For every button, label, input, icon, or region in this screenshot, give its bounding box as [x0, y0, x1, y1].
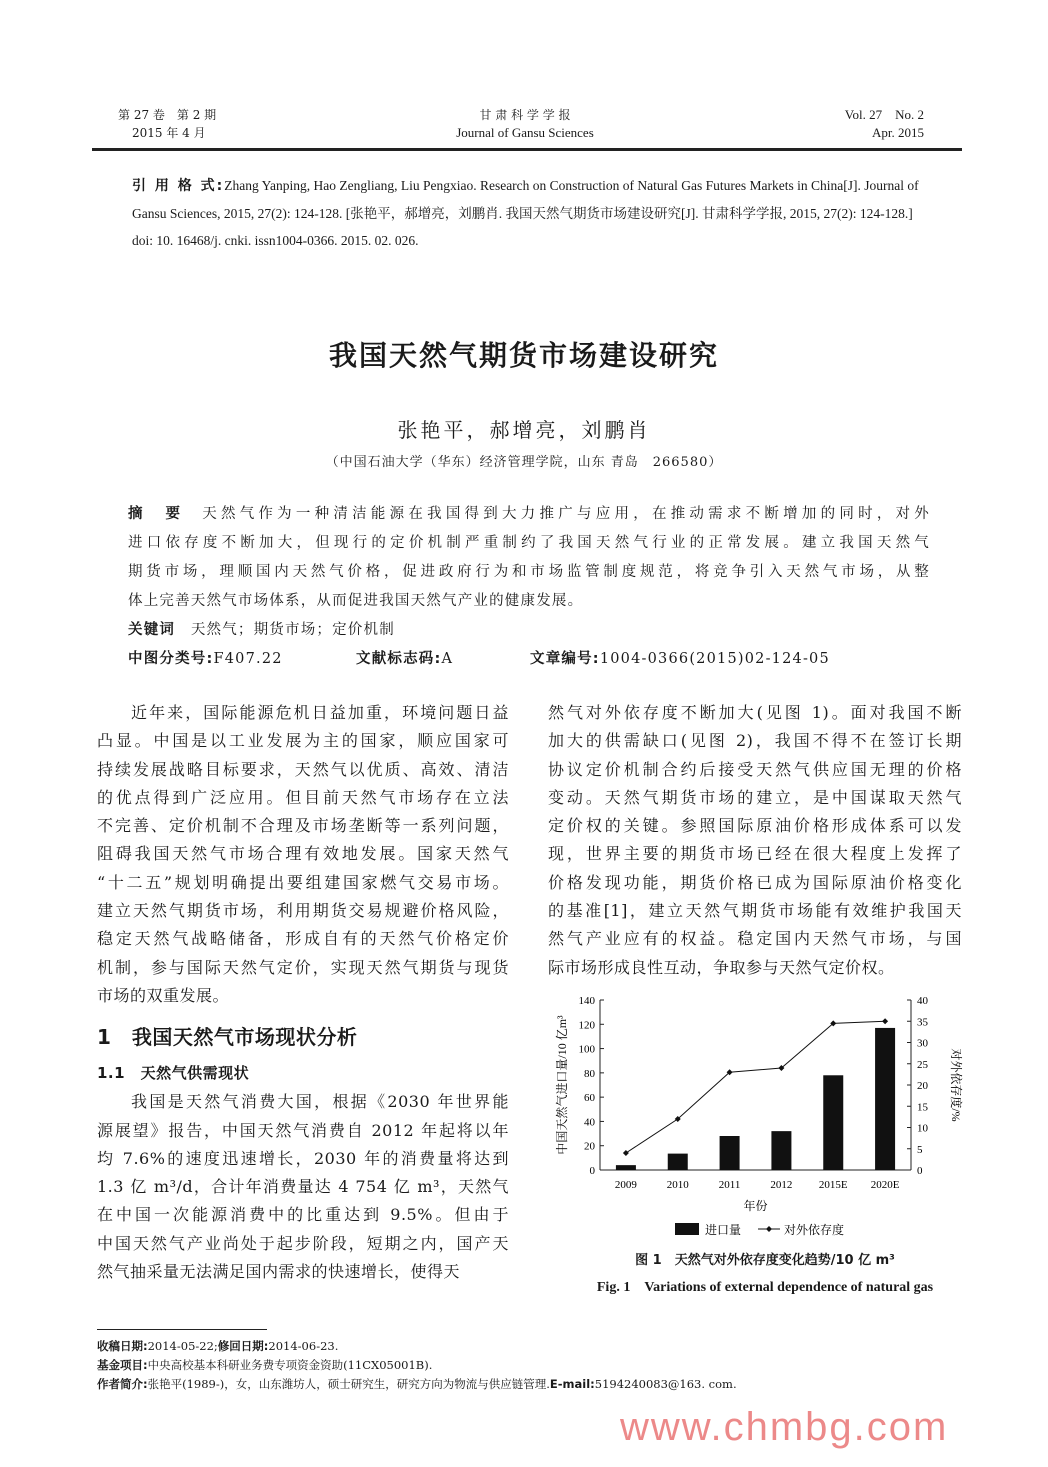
journal-name-en: Journal of Gansu Sciences: [456, 125, 594, 140]
citation-text: Zhang Yanping, Hao Zengliang, Liu Pengxiao. Research on Construction of Natural Gas Futures Markets in China[J]. Journal of Gansu Sciences, 2015, 27(2): 124-128. [张艳平，郝增亮，刘鹏肖. 我国天然气期货市场建设研究[J]. 甘肃科学学报, 2015, 27(2): 124-128.]: [132, 178, 919, 221]
classification-row: [128, 645, 930, 674]
author-bio-label: 作者简介:: [97, 1377, 148, 1391]
email-label: E-mail:: [549, 1377, 595, 1391]
y-right-tick-label: 40: [917, 995, 928, 1007]
y-right-tick-label: 15: [917, 1101, 928, 1114]
body-text-line: 的优点得到广泛应用。但目前天然气市场存在立法: [97, 787, 509, 807]
bar-import-volume: [875, 1028, 895, 1170]
body-text-line: “十二五”规划明确提出要组建国家燃气交易市场。: [97, 872, 509, 892]
legend-line-label: 对外依存度: [784, 1223, 845, 1237]
line-point-marker: [623, 1150, 629, 1156]
bar-import-volume: [616, 1165, 636, 1170]
left-column: [97, 699, 509, 1286]
header-center: [400, 106, 650, 142]
y-tick-label: 40: [584, 1116, 595, 1129]
legend-bar-label: 进口量: [705, 1223, 742, 1237]
doi[interactable]: doi: 10. 16468/j. cnki. issn1004-0366. 2015. 02. 026.: [132, 233, 419, 248]
y-axis-label: 中国天然气进口量/10 亿m³: [555, 1015, 569, 1155]
body-text-line: 市场的双重发展。: [97, 985, 230, 1005]
y-right-axis-label: 对外依存度/%: [949, 1048, 963, 1122]
section-heading: 1 我国天然气市场现状分析: [97, 1025, 358, 1050]
abstract-label: 摘 要: [128, 506, 185, 522]
body-text-line: 定价权的关键。参照国际原油价格形成体系可以发: [548, 816, 962, 836]
keywords: [128, 616, 930, 645]
body-text-line: 近年来，国际能源危机日益加重，环境问题日益: [131, 703, 509, 722]
abstract-line: 期货市场，理顺国内天然气价格，促进政府行为和市场监管制度规范，将竞争引入天然气市场，从整: [128, 564, 930, 580]
legend-line-marker: [766, 1226, 772, 1232]
y-tick-label: 120: [578, 1019, 595, 1032]
date-en: Apr. 2015: [872, 125, 924, 140]
body-text-line: 源展望》报告，中国天然气消费自 2012 年起将以年: [97, 1120, 509, 1140]
affiliation: （中国石油大学（华东）经济管理学院，山东 青岛 266580）: [325, 455, 723, 470]
fund-label: 基金项目:: [97, 1358, 148, 1372]
figure-caption-en: Fig. 1 Variations of external dependence of natural gas: [596, 1280, 934, 1295]
y-tick-label: 100: [578, 1043, 595, 1056]
y-right-tick-label: 20: [917, 1080, 928, 1092]
body-text-line: 机制，参与国际天然气定价，实现天然气期货与现货: [97, 957, 509, 977]
y-right-tick-label: 0: [917, 1165, 923, 1177]
bar-import-volume: [823, 1075, 843, 1170]
legend-bar-swatch: [675, 1223, 699, 1235]
x-axis-label: 年份: [743, 1199, 768, 1213]
citation-block: [132, 172, 922, 254]
doc-code-label: 文献标志码:: [356, 651, 442, 667]
x-tick-label: 2009: [614, 1179, 637, 1191]
x-tick-label: 2012: [770, 1179, 793, 1191]
x-tick-label: 2015E: [818, 1179, 848, 1191]
footnote-rule: [97, 1329, 267, 1330]
abstract-line: 天然气作为一种清洁能源在我国得到大力推广与应用，在推动需求不断增加的同时，对外: [202, 506, 930, 522]
volume-issue: 第 27 卷 第 2 期: [118, 108, 217, 122]
bar-import-volume: [771, 1131, 791, 1170]
body-text-line: 我国是天然气消费大国，根据《2030 年世界能: [131, 1092, 509, 1112]
body-text-line: 然气抽采量无法满足国内需求的快速增长，使得天: [97, 1262, 461, 1282]
figure-caption-cn: 图 1 天然气对外依存度变化趋势/10 亿 m³: [635, 1253, 895, 1268]
body-text-line: 建立天然气期货市场，利用期货交易规避价格风险，: [97, 901, 509, 921]
abstract: [128, 500, 930, 674]
y-right-tick-label: 35: [917, 1016, 928, 1029]
body-text-line: 协议定价机制合约后接受天然气供应国无理的价格: [548, 759, 962, 779]
y-tick-label: 80: [584, 1067, 595, 1080]
x-tick-label: 2020E: [870, 1179, 900, 1191]
body-text-line: 均 7.6%的速度迅速增长，2030 年的消费量将达到: [97, 1148, 509, 1168]
footnotes: [97, 1337, 737, 1394]
paper-title: 我国天然气期货市场建设研究: [328, 339, 719, 372]
line-point-marker: [882, 1018, 888, 1024]
issue-date: 2015 年 4 月: [132, 126, 206, 140]
bar-import-volume: [720, 1136, 740, 1170]
keywords-label: 关键词: [128, 622, 176, 638]
body-text-line: 阻碍我国天然气市场合理有效地发展。国家天然气: [97, 844, 509, 864]
y-tick-label: 60: [584, 1092, 595, 1105]
y-right-tick-label: 10: [917, 1122, 928, 1135]
doc-code-value: A: [441, 651, 454, 667]
body-text-line: 现，世界主要的期货市场已经在很大程度上发挥了: [548, 844, 962, 864]
y-right-tick-label: 25: [917, 1058, 928, 1071]
journal-name-cn: 甘 肃 科 学 学 报: [479, 108, 571, 122]
received-date: 2014-05-22;: [147, 1339, 218, 1353]
body-text-line: 1.3 亿 m³/d，合计年消费量达 4 754 亿 m³，天然气: [97, 1177, 509, 1197]
body-text-line: 持续发展战略目标要求，天然气以优质、高效、清洁: [97, 759, 509, 779]
clc-value: F407.22: [213, 651, 283, 667]
received-label: 收稿日期:: [97, 1339, 148, 1353]
citation-label: 引 用 格 式:: [132, 178, 225, 194]
volume-en: Vol. 27 No. 2: [844, 107, 924, 122]
fund-text: 中央高校基本科研业务费专项资金资助(11CX05001B).: [147, 1358, 433, 1372]
article-number-value: 1004-0366(2015)02-124-05: [599, 651, 830, 667]
body-text-line: 在中国一次能源消费中的比重达到 9.5%。但由于: [97, 1205, 509, 1225]
body-text-line: 稳定天然气战略储备，形成自有的天然气价格定价: [97, 929, 509, 949]
right-column: [548, 699, 962, 982]
bar-import-volume: [668, 1154, 688, 1170]
y-right-tick-label: 30: [917, 1037, 928, 1050]
x-tick-label: 2011: [718, 1179, 741, 1191]
line-external-dependence: [626, 1021, 885, 1153]
figure-1-chart: [550, 990, 970, 1240]
x-tick-label: 2010: [666, 1179, 689, 1191]
authors: 张艳平，郝增亮，刘鹏肖: [397, 418, 651, 442]
y-right-tick-label: 5: [917, 1143, 923, 1156]
body-text-line: 价格发现功能，期货价格已成为国际原油价格变化: [548, 872, 962, 892]
keywords-text: 天然气；期货市场；定价机制: [190, 622, 395, 638]
revised-label: 修回日期:: [217, 1339, 269, 1353]
revised-date: 2014-06-23.: [268, 1339, 339, 1353]
y-tick-label: 20: [584, 1140, 595, 1153]
subsection-heading: 1.1 天然气供需现状: [97, 1064, 250, 1083]
author-bio: 张艳平(1989-)，女，山东潍坊人，硕士研究生，研究方向为物流与供应链管理.: [147, 1377, 550, 1391]
email-link[interactable]: 5194240083@163. com.: [594, 1377, 737, 1391]
body-text-line: 际市场形成良性互动，争取参与天然气定价权。: [548, 957, 895, 977]
body-text-line: 不完善、定价机制不合理及市场垄断等一系列问题，: [97, 816, 509, 836]
header-left: [118, 106, 216, 142]
header-right: [845, 106, 924, 142]
body-text-line: 凸显。中国是以工业发展为主的国家，顺应国家可: [97, 731, 509, 751]
clc-label: 中图分类号:: [128, 651, 214, 667]
body-text-line: 然气对外依存度不断加大(见图 1)。面对我国不断: [548, 703, 962, 722]
body-text-line: 加大的供需缺口(见图 2)，我国不得不在签订长期: [548, 731, 962, 751]
body-text-line: 变动。天然气期货市场的建立，是中国谋取天然气: [548, 787, 962, 807]
article-number-label: 文章编号:: [530, 651, 600, 667]
header-rule: [92, 148, 962, 151]
y-tick-label: 140: [578, 995, 595, 1007]
body-text-line: 的基准[1]，建立天然气期货市场能有效维护我国天: [548, 901, 962, 921]
abstract-line: 进口依存度不断加大，但现行的定价机制严重制约了我国天然气行业的正常发展。建立我国天然气: [128, 535, 930, 551]
watermark: www.chmbg.com: [620, 1405, 949, 1449]
body-text-line: 然气产业应有的权益。稳定国内天然气市场，与国: [548, 929, 962, 949]
y-tick-label: 0: [589, 1165, 595, 1177]
abstract-line: 体上完善天然气市场体系，从而促进我国天然气产业的健康发展。: [128, 593, 584, 609]
body-text-line: 中国天然气产业尚处于起步阶段，短期之内，国产天: [97, 1233, 509, 1253]
